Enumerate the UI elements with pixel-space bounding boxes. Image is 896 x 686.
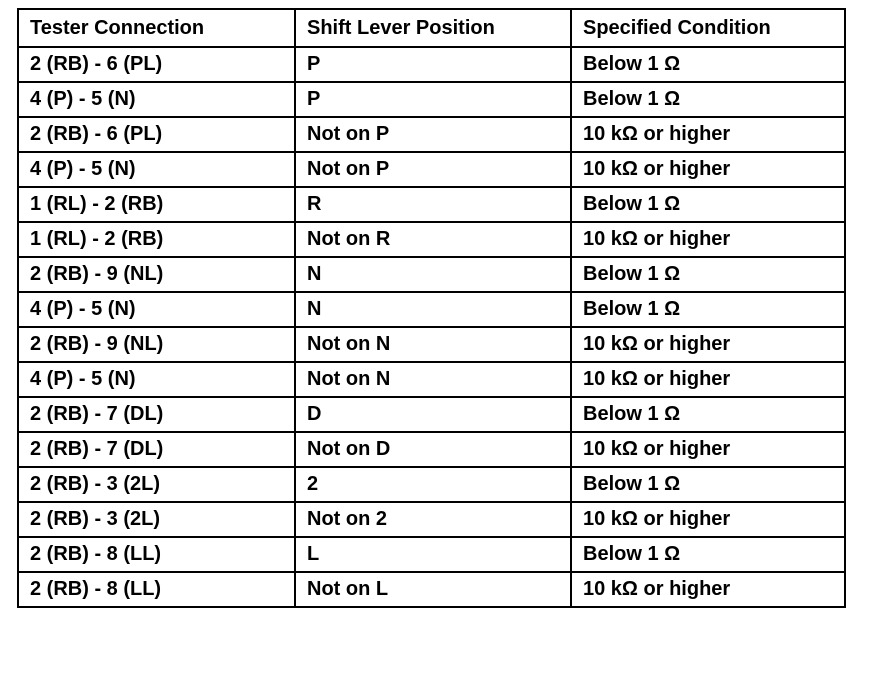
table-header bbox=[18, 9, 845, 47]
table-row bbox=[18, 502, 845, 537]
table-row bbox=[18, 152, 845, 187]
table-row bbox=[18, 327, 845, 362]
specified-condition-cell: Below 1 Ω bbox=[571, 187, 845, 222]
shift-lever-position-cell: Not on R bbox=[295, 222, 571, 257]
table-body bbox=[18, 47, 845, 607]
tester-connection-cell: 1 (RL) - 2 (RB) bbox=[18, 222, 295, 257]
tester-connection-cell: 2 (RB) - 8 (LL) bbox=[18, 572, 295, 607]
table-row bbox=[18, 222, 845, 257]
shift-lever-position-cell: Not on L bbox=[295, 572, 571, 607]
table-row bbox=[18, 257, 845, 292]
header-shift-lever-position: Shift Lever Position bbox=[295, 9, 571, 47]
tester-connection-cell: 2 (RB) - 6 (PL) bbox=[18, 117, 295, 152]
specified-condition-cell: 10 kΩ or higher bbox=[571, 502, 845, 537]
table-row bbox=[18, 47, 845, 82]
tester-connection-cell: 2 (RB) - 3 (2L) bbox=[18, 467, 295, 502]
shift-lever-position-cell: L bbox=[295, 537, 571, 572]
shift-lever-position-cell: 2 bbox=[295, 467, 571, 502]
tester-connection-cell: 2 (RB) - 7 (DL) bbox=[18, 432, 295, 467]
specified-condition-cell: Below 1 Ω bbox=[571, 397, 845, 432]
specified-condition-cell: Below 1 Ω bbox=[571, 537, 845, 572]
specified-condition-cell: 10 kΩ or higher bbox=[571, 152, 845, 187]
specification-table bbox=[17, 8, 846, 608]
tester-connection-cell: 2 (RB) - 9 (NL) bbox=[18, 257, 295, 292]
tester-connection-cell: 2 (RB) - 3 (2L) bbox=[18, 502, 295, 537]
shift-lever-position-cell: P bbox=[295, 47, 571, 82]
shift-lever-position-cell: Not on D bbox=[295, 432, 571, 467]
tester-connection-cell: 1 (RL) - 2 (RB) bbox=[18, 187, 295, 222]
shift-lever-position-cell: N bbox=[295, 257, 571, 292]
table-row bbox=[18, 292, 845, 327]
specified-condition-cell: Below 1 Ω bbox=[571, 257, 845, 292]
header-row bbox=[18, 9, 845, 47]
shift-lever-position-cell: Not on P bbox=[295, 117, 571, 152]
header-tester-connection: Tester Connection bbox=[18, 9, 295, 47]
specified-condition-cell: Below 1 Ω bbox=[571, 467, 845, 502]
specified-condition-cell: 10 kΩ or higher bbox=[571, 432, 845, 467]
shift-lever-position-cell: Not on P bbox=[295, 152, 571, 187]
table-row bbox=[18, 537, 845, 572]
tester-connection-cell: 2 (RB) - 9 (NL) bbox=[18, 327, 295, 362]
table-row bbox=[18, 467, 845, 502]
specified-condition-cell: Below 1 Ω bbox=[571, 82, 845, 117]
shift-lever-position-cell: P bbox=[295, 82, 571, 117]
specified-condition-cell: 10 kΩ or higher bbox=[571, 327, 845, 362]
tester-connection-cell: 2 (RB) - 8 (LL) bbox=[18, 537, 295, 572]
table-row bbox=[18, 82, 845, 117]
table-row bbox=[18, 117, 845, 152]
specified-condition-cell: Below 1 Ω bbox=[571, 47, 845, 82]
header-specified-condition: Specified Condition bbox=[571, 9, 845, 47]
table-row bbox=[18, 572, 845, 607]
tester-connection-cell: 2 (RB) - 7 (DL) bbox=[18, 397, 295, 432]
tester-connection-cell: 4 (P) - 5 (N) bbox=[18, 292, 295, 327]
shift-lever-position-cell: D bbox=[295, 397, 571, 432]
specified-condition-cell: Below 1 Ω bbox=[571, 292, 845, 327]
specified-condition-cell: 10 kΩ or higher bbox=[571, 362, 845, 397]
shift-lever-position-cell: Not on 2 bbox=[295, 502, 571, 537]
tester-connection-cell: 4 (P) - 5 (N) bbox=[18, 82, 295, 117]
shift-lever-position-cell: Not on N bbox=[295, 327, 571, 362]
shift-lever-position-cell: Not on N bbox=[295, 362, 571, 397]
tester-connection-cell: 4 (P) - 5 (N) bbox=[18, 362, 295, 397]
table-row bbox=[18, 432, 845, 467]
tester-connection-cell: 2 (RB) - 6 (PL) bbox=[18, 47, 295, 82]
specified-condition-cell: 10 kΩ or higher bbox=[571, 222, 845, 257]
tester-connection-cell: 4 (P) - 5 (N) bbox=[18, 152, 295, 187]
specified-condition-cell: 10 kΩ or higher bbox=[571, 572, 845, 607]
table-row bbox=[18, 397, 845, 432]
shift-lever-position-cell: N bbox=[295, 292, 571, 327]
table-row bbox=[18, 187, 845, 222]
shift-lever-position-cell: R bbox=[295, 187, 571, 222]
table-row bbox=[18, 362, 845, 397]
specified-condition-cell: 10 kΩ or higher bbox=[571, 117, 845, 152]
